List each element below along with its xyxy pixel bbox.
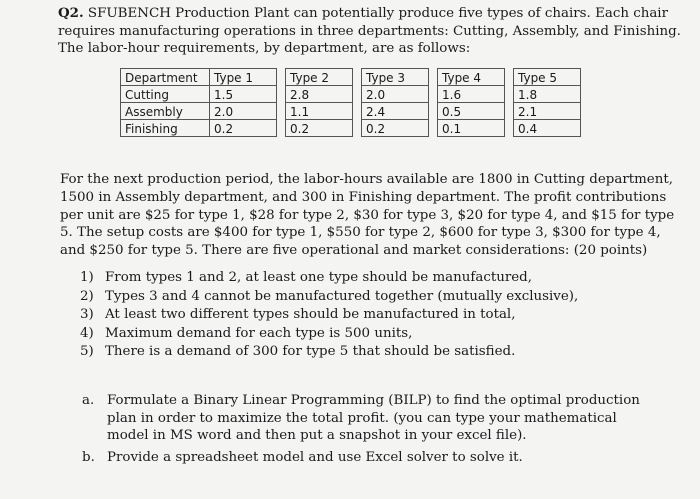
task-text: Provide a spreadsheet model and use Excel solver to solve it. [107, 450, 523, 465]
problem-paragraph: For the next production period, the labor-hours available are 1800 in Cutting department, 1500 in Assembly department, and 300 in Finishing department. The profit contributions per unit are $25 for type 1, $28 for type 2, $30 for type 3, $20 for type 4, and $15 for type 5. The setup costs are $400 for type 1, $550 for type 2, $600 for type 3, $300 for type 4, and $250 for type 5. There are five operational and market considerations: (20 points) [60, 172, 675, 259]
table-cell: Finishing [121, 120, 210, 137]
table-cell: 0.2 [210, 120, 277, 137]
list-item [80, 306, 680, 325]
column-gap [505, 86, 514, 103]
table-cell: 2.0 [362, 86, 429, 103]
list-text: Types 3 and 4 cannot be manufactured together (mutually exclusive), [105, 288, 579, 304]
table-row [121, 86, 581, 103]
list-text: Maximum demand for each type is 500 units, [105, 325, 413, 341]
table-cell: 1.6 [438, 86, 505, 103]
list-number: 3) [80, 307, 94, 323]
header-cell: Department [121, 69, 210, 86]
labor-hours-table [120, 68, 581, 137]
table-header-row [121, 69, 581, 86]
column-gap [353, 103, 362, 120]
header-cell: Type 1 [210, 69, 277, 86]
table-row [121, 103, 581, 120]
table-cell: 2.1 [514, 103, 581, 120]
column-gap [429, 86, 438, 103]
header-cell: Type 3 [362, 69, 429, 86]
table-cell: 1.8 [514, 86, 581, 103]
task-label: a. [82, 393, 95, 408]
column-gap [429, 69, 438, 86]
task-b [82, 449, 662, 467]
table-cell: 0.2 [286, 120, 353, 137]
considerations-list [80, 269, 680, 362]
column-gap [277, 69, 286, 86]
question-intro-text: SFUBENCH Production Plant can potentially produce five types of chairs. Each chair requires manufacturing operations in three departments: Cutting, Assembly, and Finishing. The labor-hour requirements, by department, are as follows: [58, 6, 681, 56]
table-cell: 0.2 [362, 120, 429, 137]
list-number: 2) [80, 288, 94, 304]
list-text: There is a demand of 300 for type 5 that should be satisfied. [105, 344, 516, 360]
list-number: 1) [80, 270, 94, 285]
header-cell: Type 2 [286, 69, 353, 86]
column-gap [277, 103, 286, 120]
column-gap [277, 86, 286, 103]
table-cell: 0.5 [438, 103, 505, 120]
list-item [80, 325, 680, 344]
task-text: Formulate a Binary Linear Programming (BILP) to find the optimal production plan in order to maximize the total profit. (you can type your mathematical model in MS word and then put a snapshot in your excel file). [107, 393, 640, 443]
list-item [80, 269, 680, 288]
table-cell: 2.4 [362, 103, 429, 120]
list-number: 4) [80, 325, 94, 341]
task-label: b. [82, 450, 95, 465]
column-gap [429, 103, 438, 120]
header-cell: Type 4 [438, 69, 505, 86]
column-gap [505, 120, 514, 137]
table-cell: 1.5 [210, 86, 277, 103]
question-number: Q2. [58, 5, 84, 21]
column-gap [353, 69, 362, 86]
question-intro [58, 5, 688, 58]
task-a [82, 392, 662, 445]
table-row [121, 120, 581, 137]
table-cell: 2.0 [210, 103, 277, 120]
table-cell: 0.4 [514, 120, 581, 137]
table-cell: Assembly [121, 103, 210, 120]
table-cell: 1.1 [286, 103, 353, 120]
column-gap [505, 103, 514, 120]
column-gap [277, 120, 286, 137]
table-cell: 2.8 [286, 86, 353, 103]
list-item [80, 343, 680, 362]
column-gap [505, 69, 514, 86]
list-number: 5) [80, 344, 94, 360]
list-text: At least two different types should be manufactured in total, [105, 307, 516, 323]
header-cell: Type 5 [514, 69, 581, 86]
column-gap [353, 120, 362, 137]
list-text: From types 1 and 2, at least one type should be manufactured, [105, 270, 532, 285]
table-cell: Cutting [121, 86, 210, 103]
list-item [80, 288, 680, 307]
column-gap [429, 120, 438, 137]
column-gap [353, 86, 362, 103]
table-cell: 0.1 [438, 120, 505, 137]
